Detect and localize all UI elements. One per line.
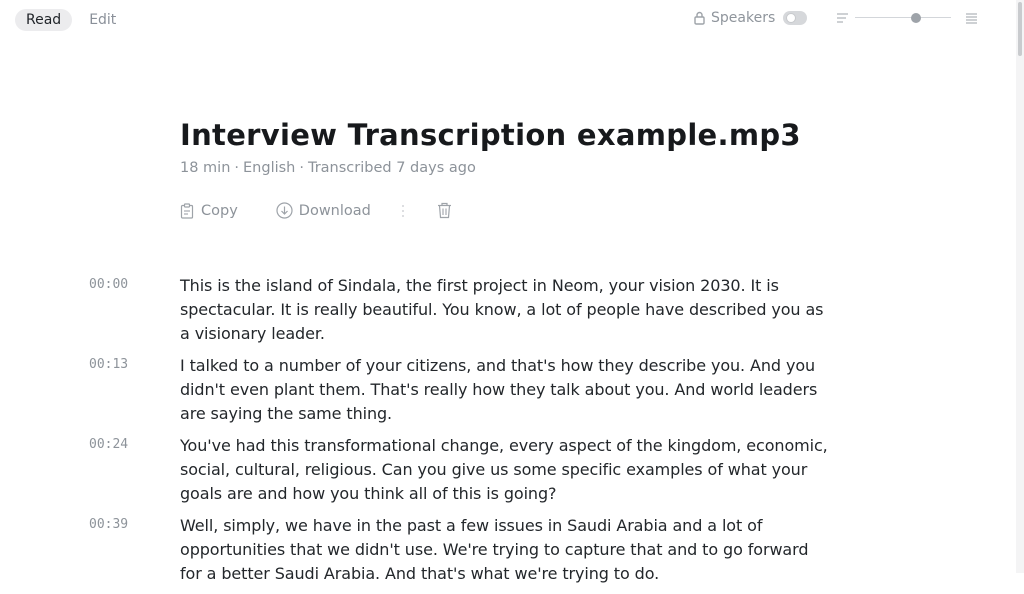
slider-track [855,17,951,18]
transcript-segment [0,434,1016,506]
scrollbar-thumb[interactable] [1018,2,1022,56]
transcript-segment [0,274,1016,346]
slider-thumb[interactable] [911,13,921,23]
transcript-segment [0,514,1016,586]
speakers-toggle[interactable] [783,11,807,25]
transcribed-time: Transcribed 7 days ago [307,160,476,176]
language: English [243,160,296,176]
download-button[interactable] [276,202,371,219]
more-vertical-icon[interactable] [401,203,405,219]
file-meta [180,160,476,176]
edit-mode-button[interactable]: Edit [89,12,117,28]
transcript-body [0,274,1016,594]
speakers-toggle-knob [786,13,796,23]
trash-icon[interactable] [437,202,452,219]
copy-label: Copy [201,202,238,219]
page-title: Interview Transcription example.mp3 [180,118,801,152]
download-label: Download [298,202,371,219]
segment-timestamp[interactable]: 00:39 [89,517,129,532]
file-actions [180,202,452,219]
segment-timestamp[interactable]: 00:13 [89,357,129,372]
read-mode-button[interactable]: Read [15,9,72,31]
segment-text: You've had this transformational change, every aspect of the kingdom, economic, social, cultural, religious. Can you give us some specific examples of what your goals are and how you think all of this is going? [180,436,828,503]
density-slider[interactable] [855,12,951,24]
download-circle-icon [276,202,293,219]
scrollbar[interactable] [1016,0,1024,573]
lock-icon [694,11,705,25]
segment-timestamp[interactable]: 00:00 [89,277,129,292]
copy-button[interactable] [180,203,238,219]
duration: 18 min [180,160,231,176]
clipboard-icon [180,203,195,219]
segment-text: I talked to a number of your citizens, and that's how they describe you. And you didn't even plant them. That's really how they talk about you. And world leaders are saying the same thing. [180,356,818,423]
meta-separator: · [299,160,304,176]
segment-text: This is the island of Sindala, the first project in Neom, your vision 2030. It is spectacular. It is really beautiful. You know, a lot of people have described you as a visionary leader. [180,276,824,343]
align-justify-icon[interactable] [965,12,978,24]
mode-toggle [15,9,127,31]
segment-timestamp[interactable]: 00:24 [89,437,129,452]
segment-text: Well, simply, we have in the past a few issues in Saudi Arabia and a lot of opportunities that we didn't use. We're trying to capture that and to go forward for a better Saudi Arabia. And that's what we're trying to do. [180,516,809,583]
align-left-icon[interactable] [836,12,849,24]
speakers-label: Speakers [711,10,776,26]
transcript-segment [0,354,1016,426]
meta-separator: · [234,160,240,176]
view-controls [694,10,978,26]
